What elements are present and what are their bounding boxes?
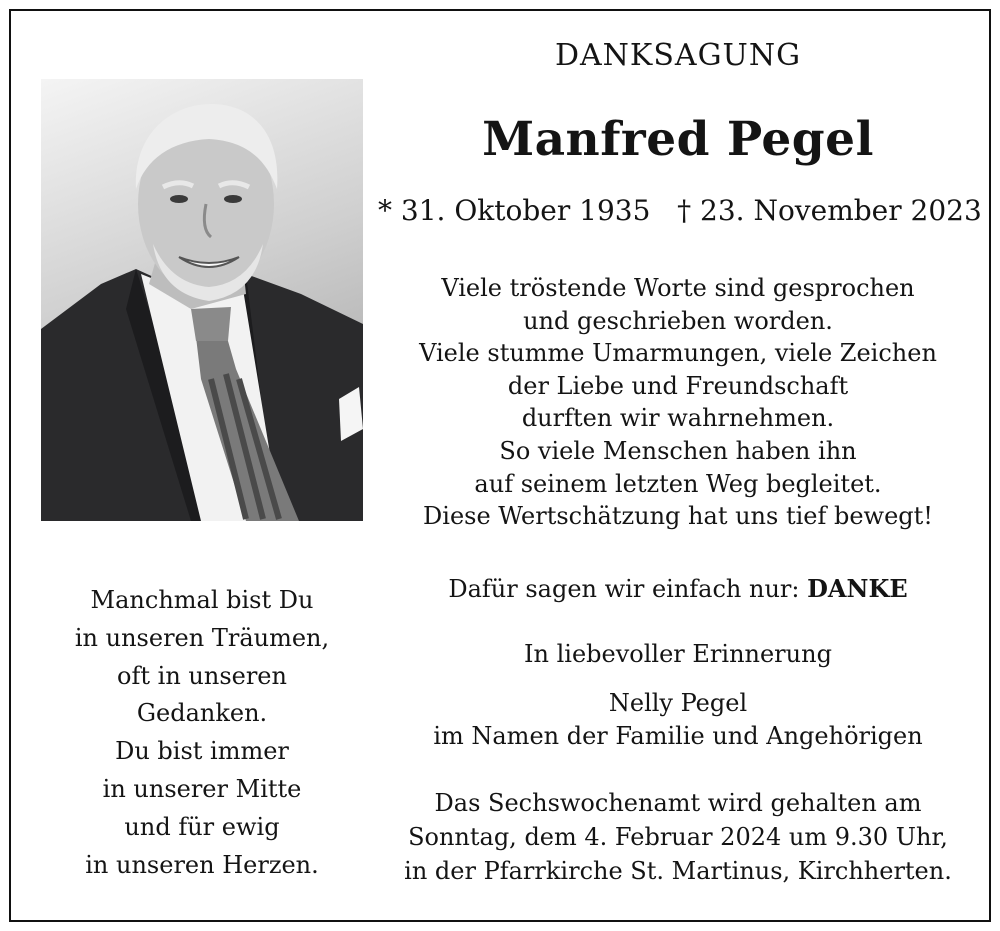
memory-line: In liebevoller Erinnerung [524,640,832,668]
signer-name: Nelly Pegel [608,689,748,717]
verse-line: durften wir wahrnehmen. [521,404,835,433]
poem-line: Gedanken. [136,699,268,728]
signer-block [378,687,978,753]
verse-line: Viele tröstende Worte sind gesprochen [441,274,915,302]
poem-line: oft in unseren [117,661,287,690]
life-dates [378,194,982,227]
service-line: Das Sechswochenamt wird gehalten am [434,789,922,817]
notice-heading: DANKSAGUNG [554,38,802,73]
verse-line: auf seinem letzten Weg begleitet. [474,469,882,498]
signer-on-behalf: im Namen der Familie und Angehörigen [433,722,923,750]
verse-line: und geschrieben worden. [523,306,833,335]
service-announcement [378,786,978,888]
verse-line: So viele Menschen haben ihn [499,436,857,465]
service-line: in der Pfarrkirche St. Martinus, Kirchherten. [404,857,952,885]
verse-line: Diese Wertschätzung hat uns tief bewegt! [423,502,933,531]
memorial-poem [41,582,363,884]
thanks-emphasis: DANKE [807,574,908,603]
poem-line: in unserer Mitte [102,774,302,803]
portrait-photo [41,79,363,521]
death-date: 23. November 2023 [700,194,982,227]
thanks-text: Dafür sagen wir einfach nur: [448,575,808,603]
thanks-verse [378,272,978,533]
verse-line: der Liebe und Freundschaft [507,371,849,400]
verse-line: Viele stumme Umarmungen, viele Zeichen [419,339,937,368]
birth-symbol: * [378,194,392,227]
thanks-line [378,574,978,603]
poem-line: in unseren Herzen. [85,850,319,879]
poem-line: Du bist immer [115,737,289,766]
poem-line: und für ewig [124,812,280,841]
service-line: Sonntag, dem 4. Februar 2024 um 9.30 Uhr, [408,823,948,851]
poem-line: Manchmal bist Du [90,586,314,614]
birth-date: 31. Oktober 1935 [400,194,651,227]
death-cross-icon: † [677,194,692,227]
deceased-name: Manfred Pegel [482,112,874,167]
poem-line: in unseren Träumen, [74,623,330,652]
